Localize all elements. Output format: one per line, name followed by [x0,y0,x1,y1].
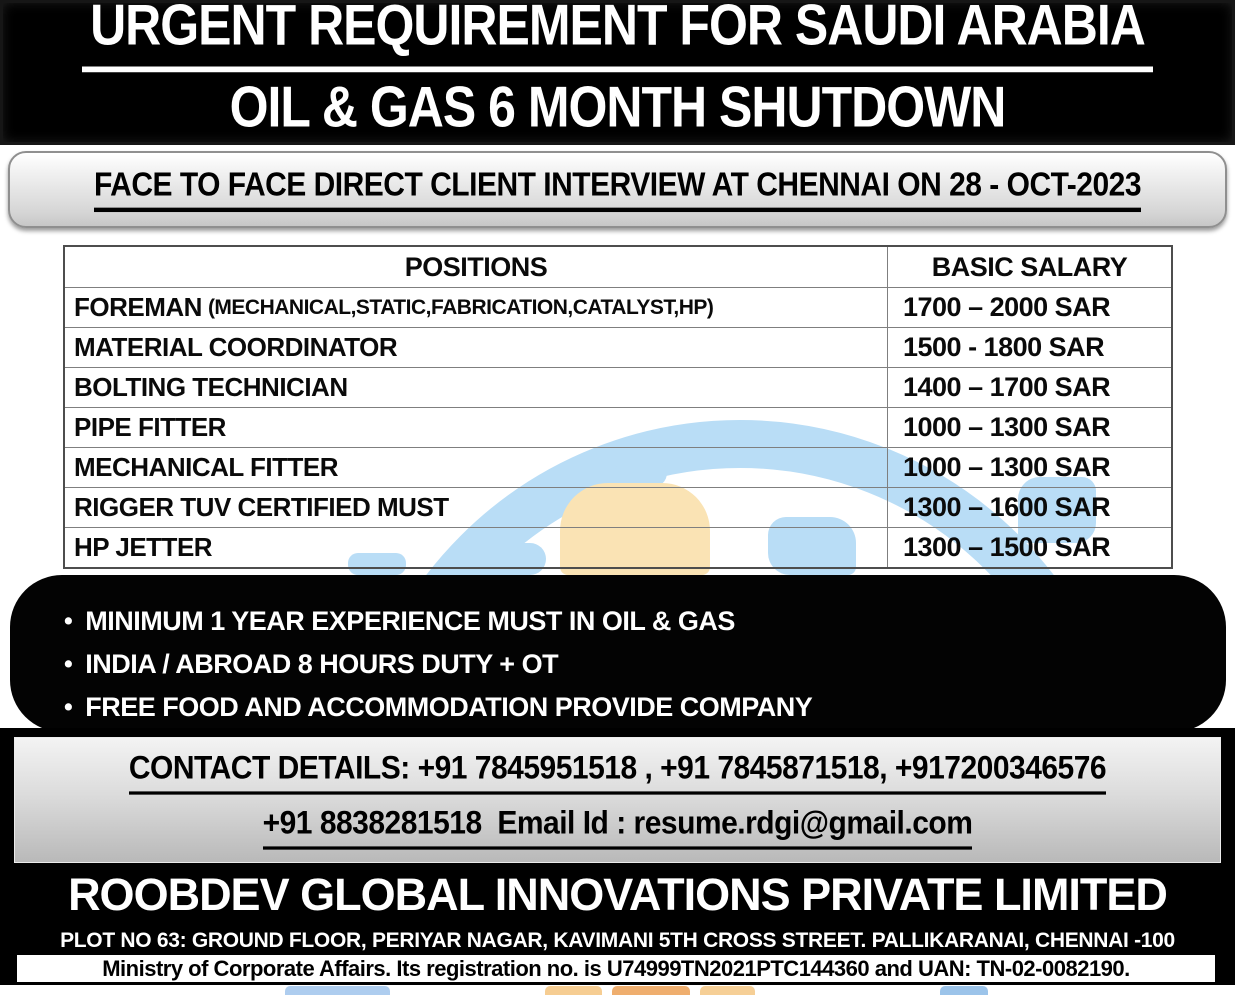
salary-value: 1000 – 1300 SAR [903,412,1111,442]
company-name: ROOBDEV GLOBAL INNOVATIONS PRIVATE LIMITED [68,869,1167,920]
positions-table [63,245,1173,569]
position-cell [65,288,888,327]
title-banner [0,0,1235,145]
table-row [65,487,1171,527]
table-row [65,407,1171,447]
benefit-item: • FREE FOOD AND ACCOMMODATION PROVIDE COMPANY [64,686,1226,729]
position-name: BOLTING TECHNICIAN [74,372,348,402]
position-name: MECHANICAL FITTER [74,452,339,482]
registration-text: Ministry of Corporate Affairs. Its registration no. is U74999TN2021PTC144360 and UAN: TN-02-0082190. [102,955,1130,981]
salary-value: 1700 – 2000 SAR [903,292,1111,322]
footer-section [0,728,1235,995]
position-name: HP JETTER [74,532,213,562]
table-row [65,527,1171,567]
position-name: FOREMAN [74,292,202,322]
table-row [65,367,1171,407]
salary-value: 1400 – 1700 SAR [903,372,1111,402]
salary-cell [888,448,1171,487]
benefits-list [10,575,1226,729]
position-cell [65,488,888,527]
position-name: RIGGER TUV CERTIFIED MUST [74,492,449,522]
salary-value: 1300 – 1600 SAR [903,492,1111,522]
table-row [65,287,1171,327]
position-cell [65,528,888,567]
position-cell [65,448,888,487]
position-cell [65,328,888,367]
company-address: PLOT NO 63: GROUND FLOOR, PERIYAR NAGAR, KAVIMANI 5TH CROSS STREET. PALLIKARANAI, CHENNAI -100 [60,929,1175,952]
bottom-edge-strip [0,985,1235,995]
contact-phone-line: CONTACT DETAILS: +91 7845951518 , +91 7845871518, +917200346576 [129,750,1106,794]
table-row [65,447,1171,487]
cutoff-logo-fragment [285,986,390,995]
poster-title-line1: URGENT REQUIREMENT FOR SAUDI ARABIA [82,0,1153,72]
position-name: PIPE FITTER [74,412,226,442]
salary-cell [888,368,1171,407]
salary-value: 1500 - 1800 SAR [903,332,1105,362]
salary-header: BASIC SALARY [931,251,1128,282]
salary-cell [888,408,1171,447]
position-name: MATERIAL COORDINATOR [74,332,398,362]
poster-title-line2: OIL & GAS 6 MONTH SHUTDOWN [222,73,1014,154]
salary-cell [888,528,1171,567]
position-detail: (MECHANICAL,STATIC,FABRICATION,CATALYST,HP) [207,295,714,319]
interview-banner-text: FACE TO FACE DIRECT CLIENT INTERVIEW AT CHENNAI ON 28 - OCT-2023 [94,167,1141,212]
salary-cell [888,288,1171,327]
position-cell [65,368,888,407]
salary-value: 1000 – 1300 SAR [903,452,1111,482]
position-cell [65,408,888,447]
contact-email-line: +91 8838281518 Email Id : resume.rdgi@gmail.com [263,805,973,849]
salary-cell [888,488,1171,527]
table-row [65,327,1171,367]
table-header-row [65,247,1171,287]
registration-strip [15,953,1217,984]
interview-banner [8,151,1227,228]
contact-box [14,737,1221,863]
cutoff-logo-fragment [940,986,988,995]
benefit-item: • INDIA / ABROAD 8 HOURS DUTY + OT [64,643,1226,686]
cutoff-logo-fragment [545,986,602,995]
salary-value: 1300 – 1500 SAR [903,532,1111,562]
cutoff-logo-fragment [612,986,690,995]
benefits-box [10,575,1226,732]
benefit-item: • MINIMUM 1 YEAR EXPERIENCE MUST IN OIL & GAS [64,600,1226,643]
salary-cell [888,328,1171,367]
cutoff-logo-fragment [700,986,755,995]
positions-header: POSITIONS [65,247,888,287]
